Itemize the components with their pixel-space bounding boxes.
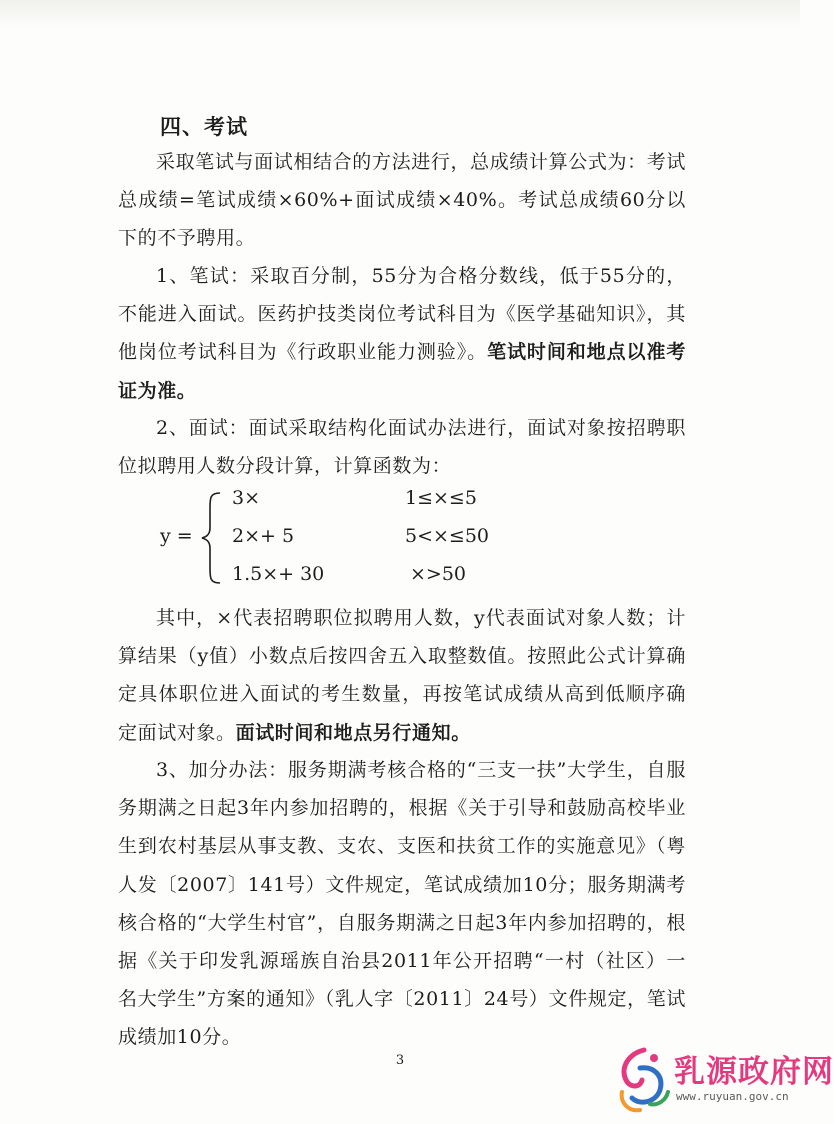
paragraph-bonus-points: 3、加分办法：服务期满考核合格的“三支一扶”大学生，自服务期满之日起3年内参加招聘的，根据《关于引导和鼓励高校毕业生到农村基层从事支教、支农、支医和扶贫工作的实施意见》（粤人发〔2007〕141号）文件规定，笔试成绩加10分；服务期满考核合格的“大学生村官”，自服务期满之日起3年内参加招聘的，根据《关于印发乳源瑶族自治县2011年公开招聘“一村（社区）一名大学生”方案的通知》（乳人字〔2011〕24号）文件规定，笔试成绩加10分。 — [118, 759, 686, 1049]
paragraph-interview: 2、面试：面试采取结构化面试办法进行，面试对象按招聘职位拟聘用人数分段计算，计算函数为： — [118, 417, 686, 478]
watermark-title: 乳源政府网 — [674, 1054, 834, 1090]
formula-explanation-text: 其中，×代表招聘职位拟聘用人数，y代表面试对象人数；计算结果（y值）小数点后按四舍五入取整数值。按照此公式计算确定具体职位进入面试的考生数量，再按笔试成绩从高到低顺序确定面试对象。 — [118, 607, 686, 744]
written-exam-time-note: 笔试时间和地点以准考证为准。 — [118, 341, 686, 402]
paragraph-written-exam — [118, 257, 686, 410]
scan-shading — [0, 0, 800, 28]
formula-case-3-condition: ×>50 — [410, 563, 467, 585]
formula-case-1-expr: 3× — [232, 487, 261, 509]
formula-case-2-condition: 5<×≤50 — [405, 525, 490, 547]
paragraph-formula-explanation — [118, 599, 686, 752]
formula-case-1-condition: 1≤×≤5 — [405, 487, 477, 509]
paragraph-scoring-method: 采取笔试与面试相结合的方法进行，总成绩计算公式为：考试总成绩=笔试成绩×60%+面试成绩×40%。考试总成绩60分以下的不予聘用。 — [118, 151, 686, 250]
formula-case-3-expr: 1.5×+ 30 — [232, 563, 325, 585]
site-watermark — [602, 1040, 834, 1120]
brace-icon — [200, 490, 224, 586]
formula-lhs: y = — [160, 525, 193, 547]
ruyuan-logo-icon — [610, 1044, 674, 1116]
formula-case-2-expr: 2×+ 5 — [232, 525, 295, 547]
interview-time-note: 面试时间和地点另行通知。 — [235, 721, 471, 744]
written-exam-text: 1、笔试：采取百分制，55分为合格分数线，低于55分的，不能进入面试。医药护技类岗位考试科目为《医学基础知识》，其他岗位考试科目为《行政职业能力测验》。 — [118, 265, 686, 364]
watermark-url: www.ruyuan.gov.cn — [676, 1090, 789, 1103]
page-number: 3 — [395, 1053, 405, 1068]
section-heading: 四、考试 — [160, 114, 248, 139]
